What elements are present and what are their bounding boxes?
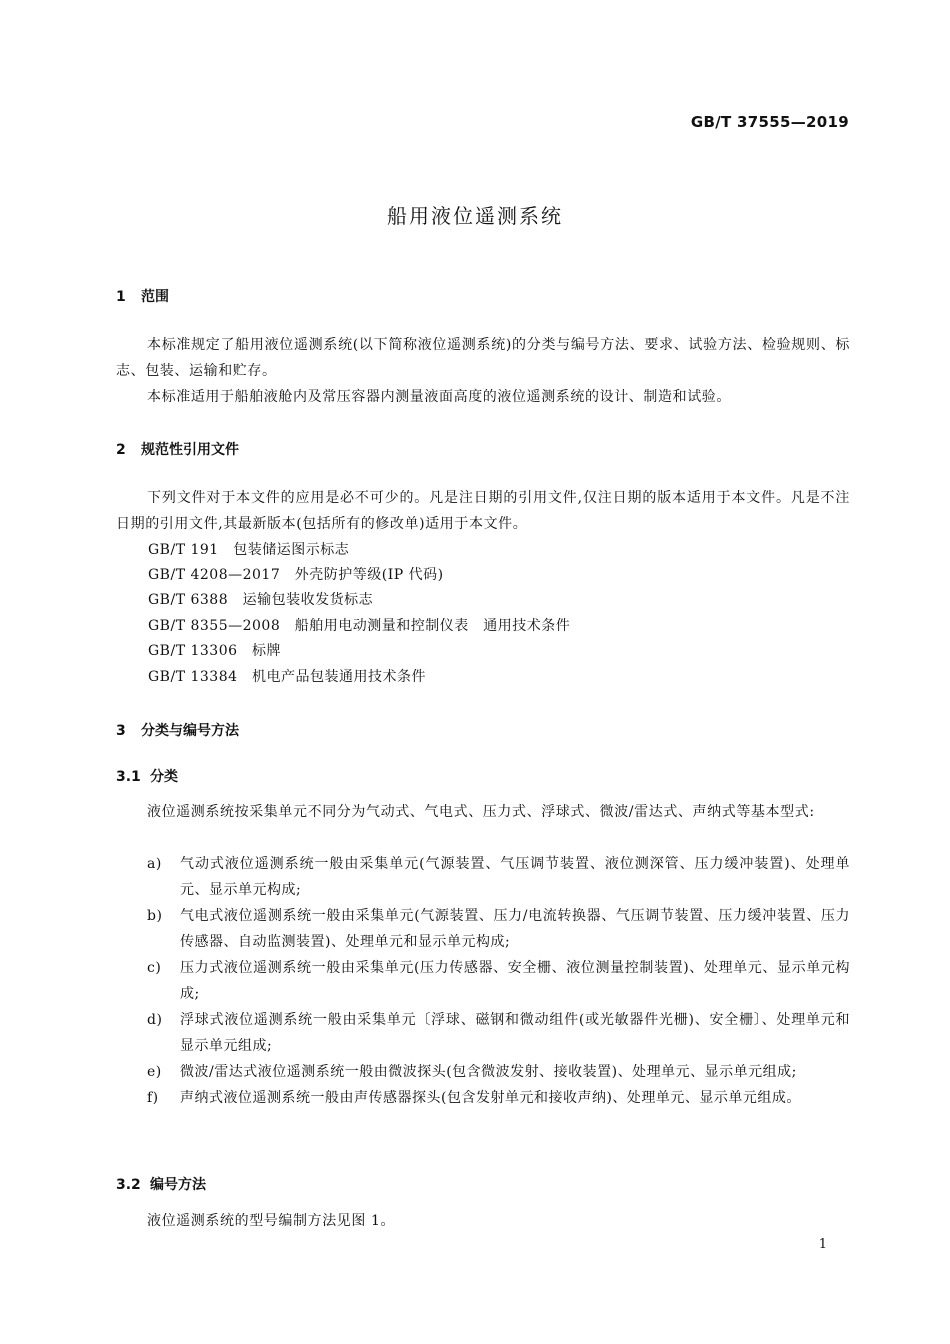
classification-list: [116, 851, 850, 1111]
section-1-heading: [116, 286, 169, 306]
reference-item: GB/T 6388 运输包装收发货标志: [148, 592, 374, 608]
section-number: 3: [116, 723, 126, 739]
section-title: 规范性引用文件: [141, 442, 239, 458]
reference-item: GB/T 8355—2008 船舶用电动测量和控制仪表 通用技术条件: [148, 618, 571, 634]
section-title: 分类: [150, 769, 178, 785]
section-2-heading: [116, 439, 239, 459]
list-item: [116, 1085, 850, 1111]
section-3-1-heading: [116, 766, 178, 786]
list-marker: c): [147, 960, 162, 976]
reference-item: GB/T 4208—2017 外壳防护等级(IP 代码): [148, 567, 444, 583]
reference-item: GB/T 191 包装储运图示标志: [148, 542, 350, 558]
section-3-1-intro: 液位遥测系统按采集单元不同分为气动式、气电式、压力式、浮球式、微波/雷达式、声纳式等基本型式:: [147, 804, 815, 820]
list-item: [116, 1059, 850, 1085]
list-item-text: 微波/雷达式液位遥测系统一般由微波探头(包含微波发射、接收装置)、处理单元、显示单元组成;: [180, 1064, 797, 1080]
list-item-text: 压力式液位遥测系统一般由采集单元(压力传感器、安全栅、液位测量控制装置)、处理单元、显示单元构成;: [180, 960, 850, 1002]
list-item-text: 气动式液位遥测系统一般由采集单元(气源装置、气压调节装置、液位测深管、压力缓冲装置)、处理单元、显示单元构成;: [180, 856, 850, 898]
list-item-text: 浮球式液位遥测系统一般由采集单元〔浮球、磁钢和微动组件(或光敏器件光栅)、安全栅〕、处理单元和显示单元组成;: [180, 1012, 850, 1054]
section-title: 范围: [141, 289, 169, 305]
section-3-heading: [116, 720, 239, 740]
list-marker: f): [147, 1090, 159, 1106]
standard-code: GB/T 37555—2019: [690, 113, 849, 131]
list-item-text: 声纳式液位遥测系统一般由声传感器探头(包含发射单元和接收声纳)、处理单元、显示单元组成。: [180, 1090, 801, 1106]
section-number: 3.1: [116, 769, 141, 785]
page-number: 1: [818, 1237, 827, 1252]
section-3-2-heading: [116, 1174, 206, 1194]
list-marker: e): [147, 1064, 162, 1080]
section-1-paragraph-1: 本标准规定了船用液位遥测系统(以下简称液位遥测系统)的分类与编号方法、要求、试验方法、检验规则、标志、包装、运输和贮存。: [116, 337, 850, 379]
list-item: [116, 1007, 850, 1059]
list-marker: a): [147, 856, 162, 872]
list-item-text: 气电式液位遥测系统一般由采集单元(气源装置、压力/电流转换器、气压调节装置、压力缓冲装置、压力传感器、自动监测装置)、处理单元和显示单元构成;: [180, 908, 850, 950]
section-2-intro: 下列文件对于本文件的应用是必不可少的。凡是注日期的引用文件,仅注日期的版本适用于本文件。凡是不注日期的引用文件,其最新版本(包括所有的修改单)适用于本文件。: [116, 490, 850, 532]
list-item: [116, 903, 850, 955]
section-3-2-paragraph: 液位遥测系统的型号编制方法见图 1。: [147, 1213, 396, 1229]
list-marker: b): [147, 908, 163, 924]
reference-item: GB/T 13384 机电产品包装通用技术条件: [148, 669, 427, 685]
list-item: [116, 851, 850, 903]
list-marker: d): [147, 1012, 163, 1028]
document-title: 船用液位遥测系统: [387, 204, 563, 228]
section-title: 分类与编号方法: [141, 723, 239, 739]
list-item: [116, 955, 850, 1007]
section-1-paragraph-2: 本标准适用于船舶液舱内及常压容器内测量液面高度的液位遥测系统的设计、制造和试验。: [147, 389, 731, 405]
section-number: 3.2: [116, 1177, 141, 1193]
reference-item: GB/T 13306 标牌: [148, 643, 282, 659]
section-title: 编号方法: [150, 1177, 206, 1193]
section-number: 2: [116, 442, 126, 458]
section-number: 1: [116, 289, 126, 305]
